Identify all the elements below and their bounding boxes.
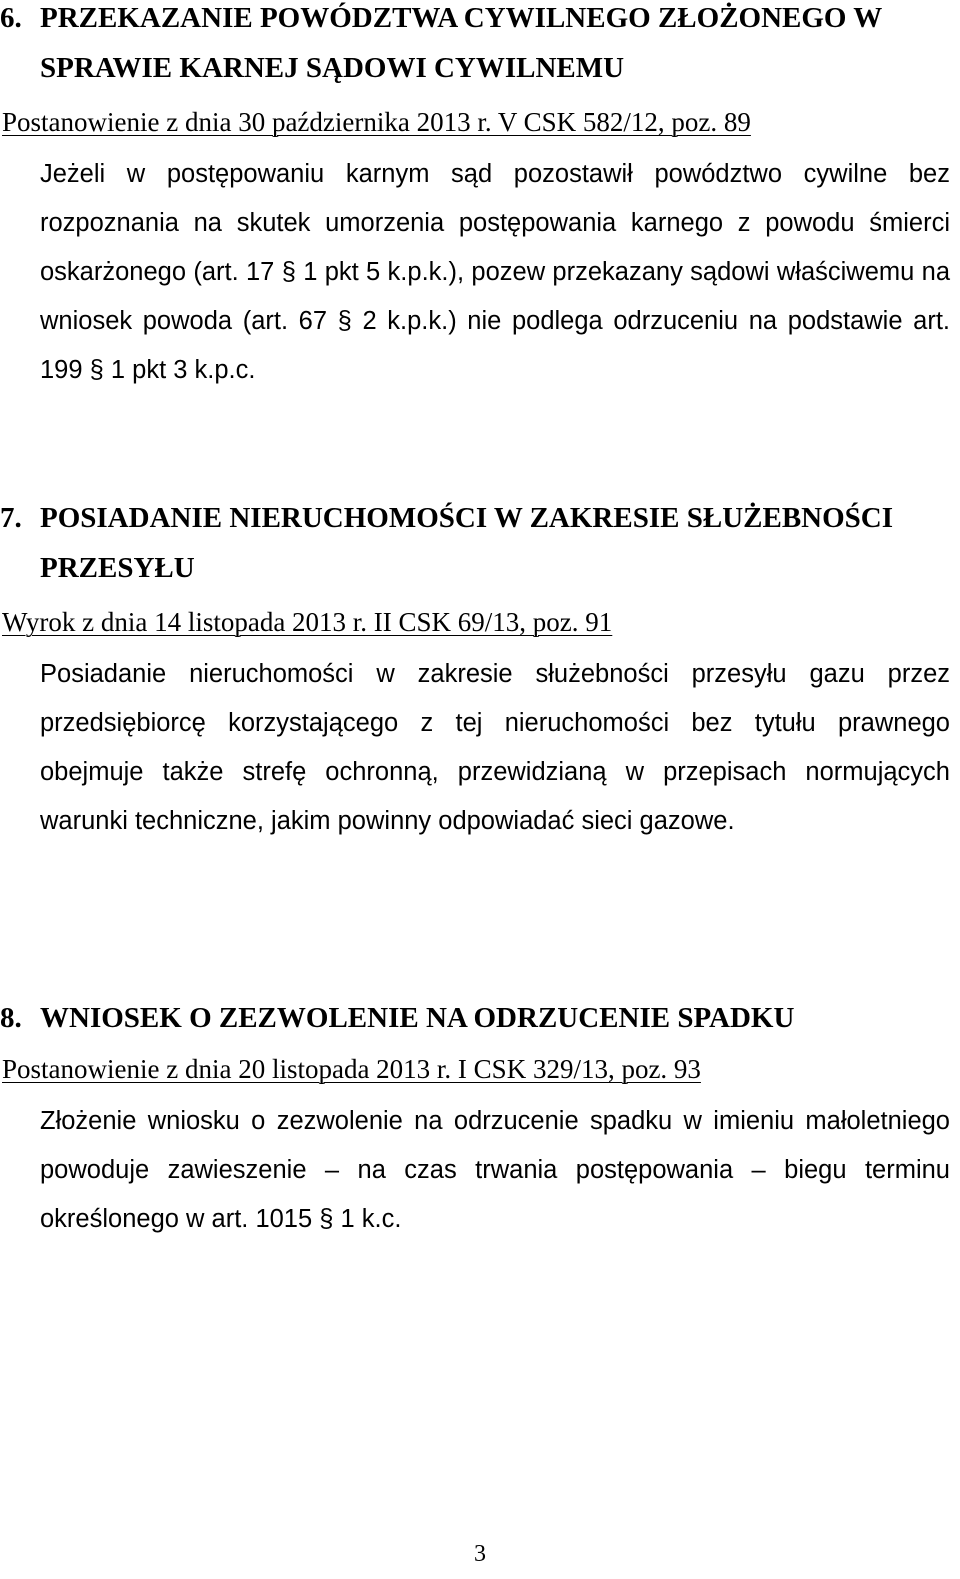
ruling-thesis: Złożenie wniosku o zezwolenie na odrzucenie spadku w imieniu małoletniego powoduje zawieszenie – na czas trwania postępowania – biegu terminu określonego w art. 1015 § 1 k.c. (40, 1107, 950, 1233)
section-heading (0, 493, 958, 593)
section-number: 6. (0, 2, 22, 34)
ruling-reference: Wyrok z dnia 14 listopada 2013 r. II CSK 69/13, poz. 91 (2, 607, 613, 637)
section-heading-line1: WNIOSEK O ZEZWOLENIE NA ODRZUCENIE SPADKU (40, 1002, 795, 1034)
ruling-thesis: Posiadanie nieruchomości w zakresie służebności przesyłu gazu przez przedsiębiorcę korzystającego z tej nieruchomości bez tytułu prawnego obejmuje także strefę ochronną, przewidzianą w przepisach normujących warunki techniczne, jakim powinny odpowiadać sieci gazowe. (40, 660, 950, 835)
ruling-reference: Postanowienie z dnia 20 listopada 2013 r. I CSK 329/13, poz. 93 (2, 1054, 701, 1084)
section-heading (0, 0, 958, 93)
section-heading-line1: PRZEKAZANIE POWÓDZTWA CYWILNEGO ZŁOŻONEGO W (40, 2, 883, 34)
ruling-reference: Postanowienie z dnia 30 października 2013 r. V CSK 582/12, poz. 89 (2, 107, 751, 137)
ruling-thesis: Jeżeli w postępowaniu karnym sąd pozostawił powództwo cywilne bez rozpoznania na skutek umorzenia postępowania karnego z powodu śmierci oskarżonego (art. 17 § 1 pkt 5 k.p.k.), pozew przekazany sądowi właściwemu na wniosek powoda (art. 67 § 2 k.p.k.) nie podlega odrzuceniu na podstawie art. 199 § 1 pkt 3 k.p.c. (40, 160, 950, 384)
section-number: 7. (0, 502, 22, 534)
section-heading (0, 993, 958, 1043)
page-number: 3 (474, 1541, 486, 1567)
section-heading-line1: POSIADANIE NIERUCHOMOŚCI W ZAKRESIE SŁUŻEBNOŚCI (40, 502, 894, 534)
section-heading-line2: SPRAWIE KARNEJ SĄDOWI CYWILNEMU (40, 52, 625, 84)
section-heading-line2: PRZESYŁU (40, 552, 195, 584)
section-number: 8. (0, 1002, 22, 1034)
